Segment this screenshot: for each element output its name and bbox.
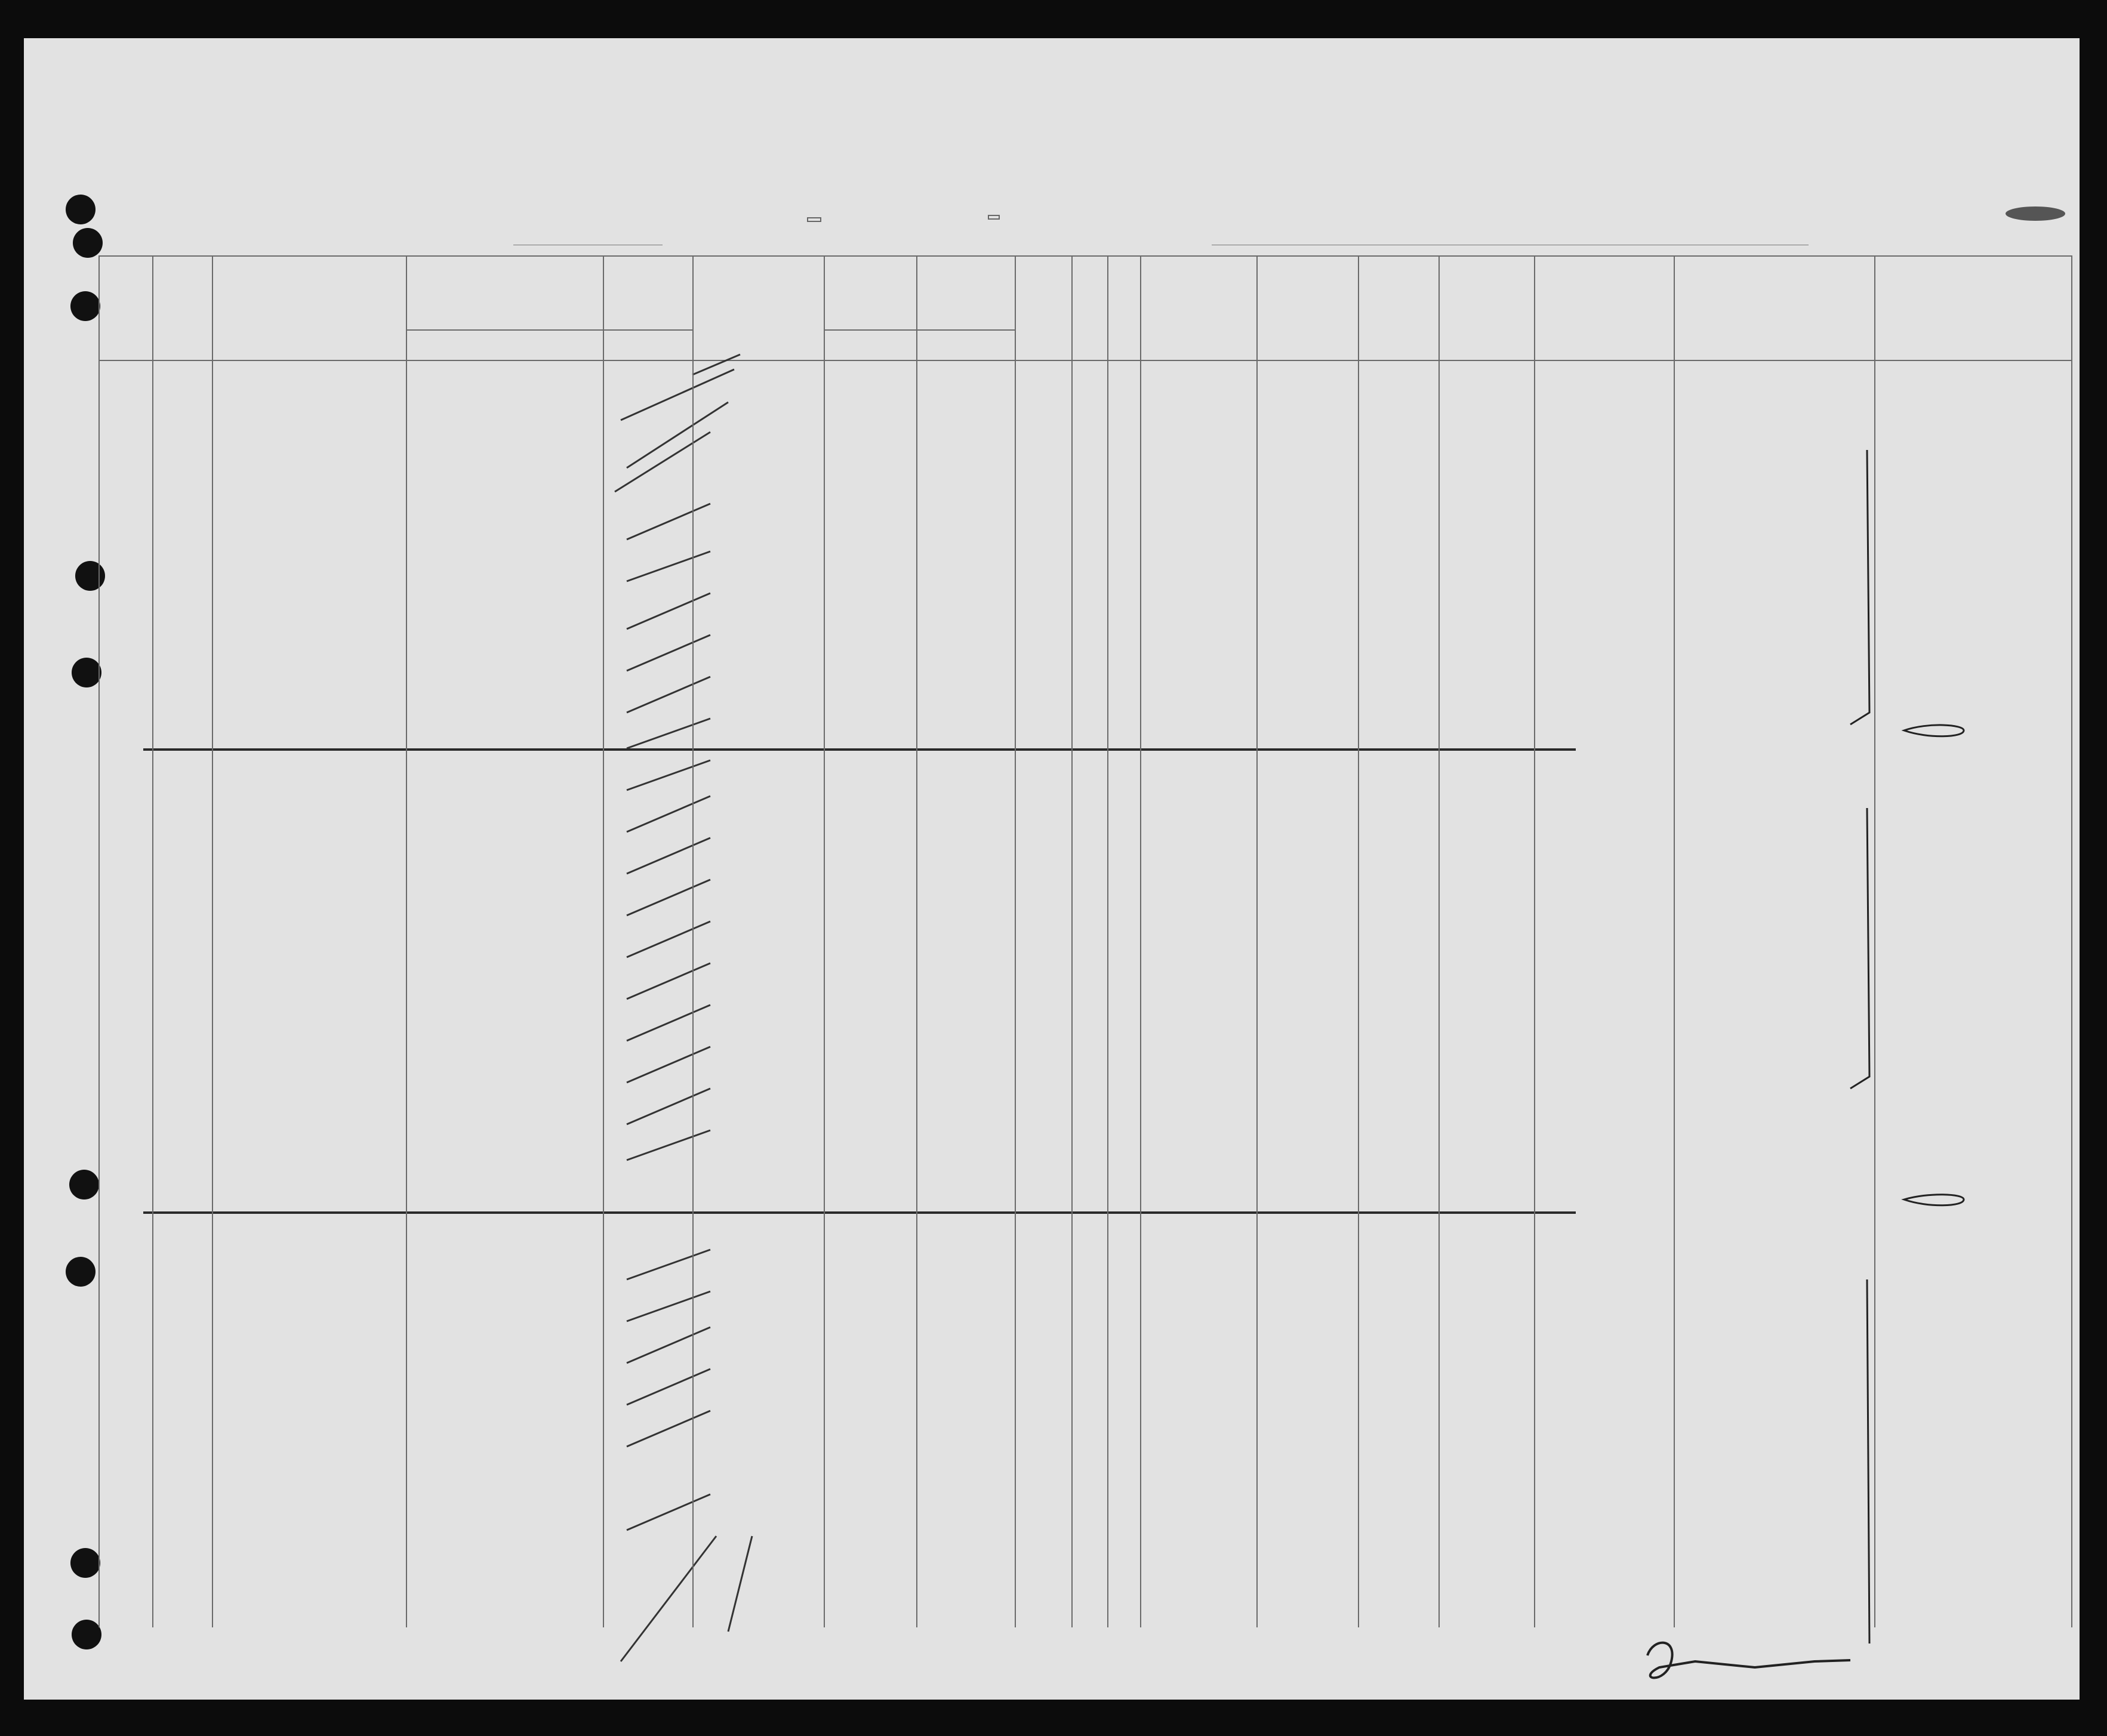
tally-mark	[615, 354, 740, 492]
column-rule	[1015, 255, 1016, 1627]
column-header	[155, 260, 210, 264]
subheader-rule	[603, 329, 604, 360]
column-rule	[603, 255, 604, 1627]
column-header	[1017, 260, 1069, 264]
tally-mark	[627, 504, 710, 713]
column-rule	[1140, 255, 1141, 1627]
bracket-mark	[1850, 450, 1869, 724]
footer	[119, 1649, 2053, 1697]
column-header	[1441, 260, 1532, 264]
column-header	[695, 260, 821, 264]
column-rule	[1107, 255, 1108, 1627]
subheader-rule	[824, 329, 1015, 331]
column-rule	[1874, 255, 1875, 1627]
column-rule	[916, 255, 917, 1627]
column-rule	[1674, 255, 1675, 1627]
tally-mark	[621, 1494, 752, 1661]
column-header	[1536, 260, 1671, 264]
column-rule	[406, 255, 407, 1627]
column-rule	[1071, 255, 1073, 1627]
subheader-rule	[916, 329, 917, 360]
manifest-sheet	[24, 38, 2080, 1700]
column-rule	[2071, 255, 2072, 1627]
column-header	[1877, 260, 2069, 264]
column-header	[1110, 260, 1138, 264]
subheader-rule	[406, 329, 692, 331]
column-rule	[152, 255, 153, 1627]
scribble-mark	[1904, 1195, 1964, 1205]
tally-mark	[627, 1250, 710, 1447]
column-header	[1676, 260, 1872, 264]
bracket-mark	[1850, 808, 1869, 1089]
column-rule	[1534, 255, 1535, 1627]
scribble-mark	[1904, 725, 1964, 736]
column-header	[1142, 260, 1254, 264]
pen-marks	[24, 38, 2080, 1700]
column-header	[1259, 260, 1356, 264]
column-rule	[98, 255, 100, 1627]
tally-mark	[627, 963, 710, 1160]
column-header	[214, 260, 600, 273]
column-header	[101, 260, 150, 264]
column-header	[1360, 260, 1436, 264]
column-header	[605, 260, 690, 264]
column-rule	[692, 255, 694, 1627]
column-rule	[1438, 255, 1440, 1627]
column-rule	[212, 255, 213, 1627]
bracket-mark	[1867, 1279, 1869, 1644]
column-rule	[1256, 255, 1258, 1627]
column-header	[1074, 260, 1105, 264]
tally-mark	[627, 719, 710, 957]
column-rule	[824, 255, 825, 1627]
column-header	[826, 260, 1012, 273]
column-rule	[1358, 255, 1359, 1627]
